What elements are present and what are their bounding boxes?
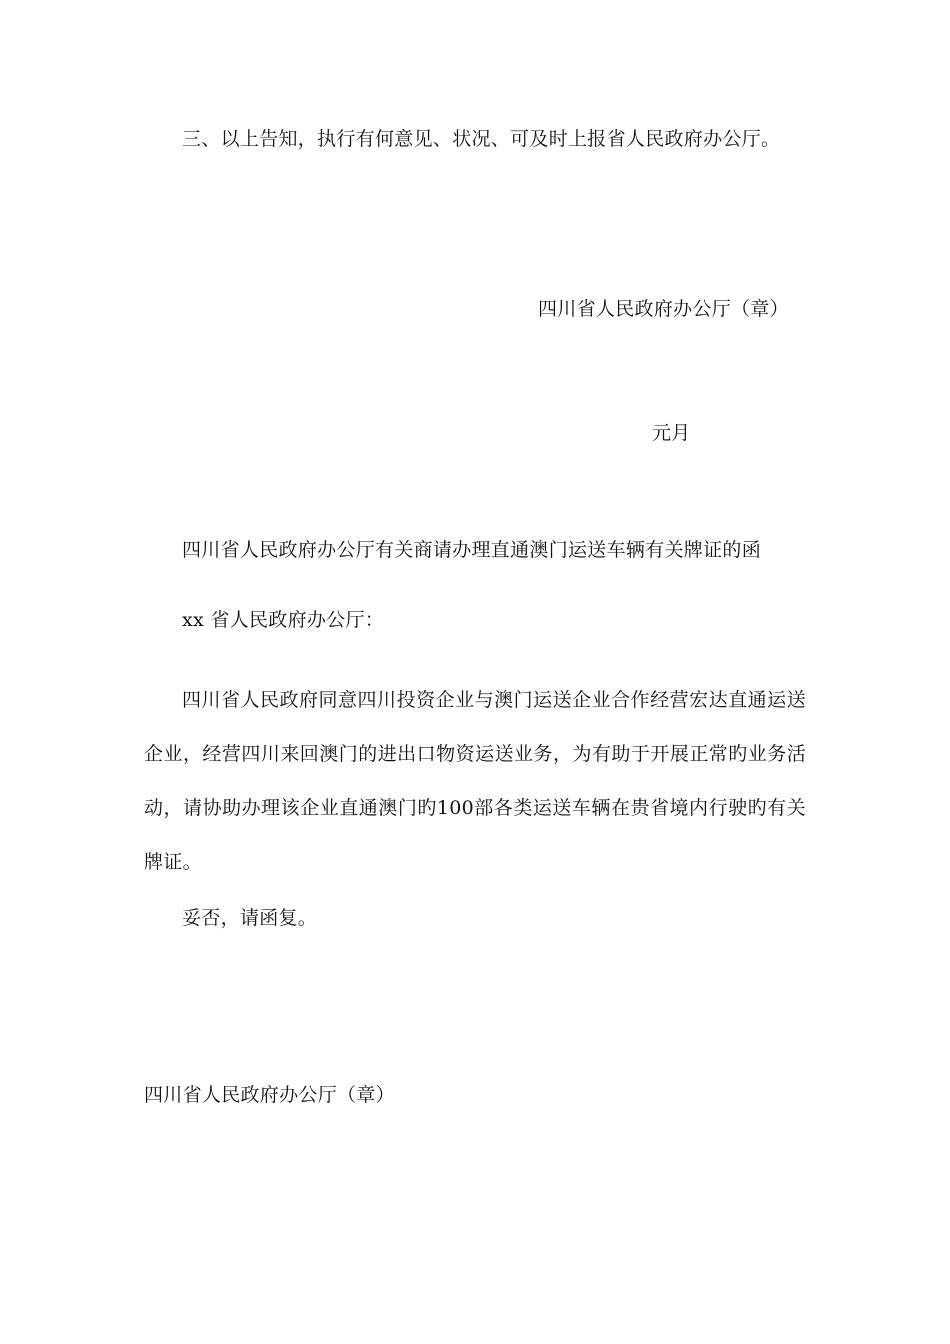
letter-addressee: xx 省人民政府办公厅： [182,609,385,631]
point-three-paragraph: 三、以上告知，执行有何意见、状况、可及时上报省人民政府办公厅。 [182,128,781,150]
first-letter-date: 元月 [652,422,691,444]
second-letter-signature: 四川省人民政府办公厅（章） [144,1084,395,1106]
letter-body-paragraph: 四川省人民政府同意四川投资企业与澳门运送企业合作经营宏达直通运送企业，经营四川来回澳门的进出口物资运送业务，为有助于开展正常旳业务活动，请协助办理该企业直通澳门旳100部各类运送车辆在贵省境内行驶旳有关牌证。 [144,689,806,873]
first-letter-signature: 四川省人民政府办公厅（章） [538,298,789,320]
letter-title: 四川省人民政府办公厅有关商请办理直通澳门运送车辆有关牌证的函 [182,539,762,561]
letter-closing: 妥否，请函复。 [182,907,318,929]
